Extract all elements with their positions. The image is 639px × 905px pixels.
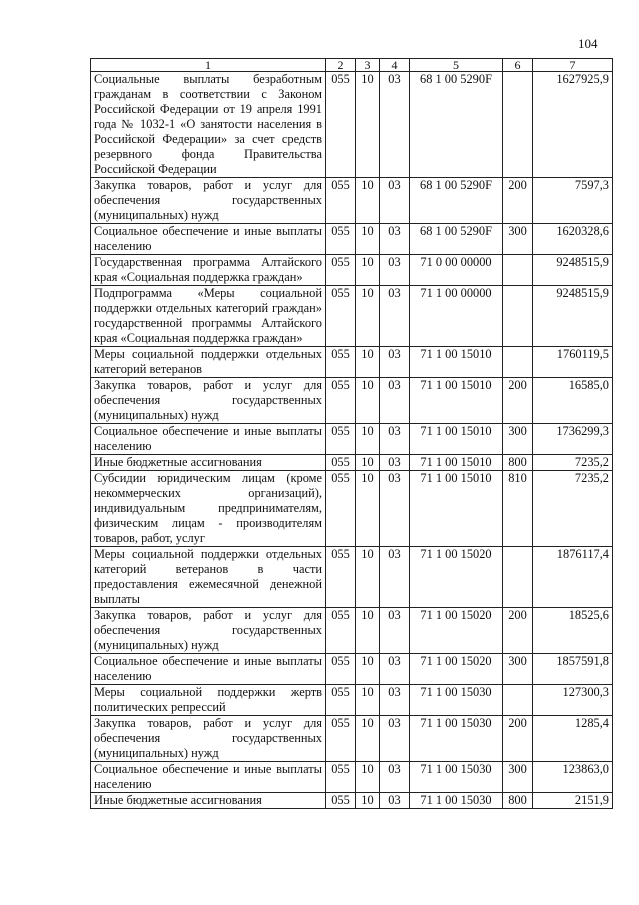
table-row xyxy=(91,455,613,471)
row-expense-type: 300 xyxy=(503,424,533,455)
table-row xyxy=(91,716,613,762)
row-expense-type: 200 xyxy=(503,608,533,654)
row-expense-type xyxy=(503,347,533,378)
row-subsection: 03 xyxy=(380,286,410,347)
row-subsection: 03 xyxy=(380,255,410,286)
row-amount: 16585,0 xyxy=(533,378,613,424)
row-name: Иные бюджетные ассигнования xyxy=(91,455,326,471)
row-expense-type: 300 xyxy=(503,224,533,255)
row-section: 10 xyxy=(356,793,380,809)
row-name: Социальное обеспечение и иные выплаты населению xyxy=(91,762,326,793)
row-section: 10 xyxy=(356,471,380,547)
row-section: 10 xyxy=(356,654,380,685)
row-name: Закупка товаров, работ и услуг для обеспечения государственных (муниципальных) нужд xyxy=(91,378,326,424)
row-admin-code: 055 xyxy=(326,547,356,608)
table-row xyxy=(91,286,613,347)
row-expense-type xyxy=(503,685,533,716)
row-amount: 1627925,9 xyxy=(533,72,613,178)
row-subsection: 03 xyxy=(380,471,410,547)
table-row xyxy=(91,424,613,455)
header-col-4: 4 xyxy=(380,59,410,72)
row-target-article: 71 1 00 15020 xyxy=(410,654,503,685)
row-expense-type: 300 xyxy=(503,654,533,685)
row-admin-code: 055 xyxy=(326,72,356,178)
table-row xyxy=(91,347,613,378)
row-section: 10 xyxy=(356,178,380,224)
row-amount: 1857591,8 xyxy=(533,654,613,685)
row-admin-code: 055 xyxy=(326,255,356,286)
row-admin-code: 055 xyxy=(326,224,356,255)
row-subsection: 03 xyxy=(380,793,410,809)
table-row xyxy=(91,224,613,255)
row-name: Социальные выплаты безработным гражданам в соответствии с Законом Российской Федерации от 19 апреля 1991 года № 1032-1 «О занятости населения в Российской Федерации» за счет средств резервного фонда Правительства Российской Федерации xyxy=(91,72,326,178)
row-target-article: 71 1 00 15030 xyxy=(410,762,503,793)
row-amount: 7597,3 xyxy=(533,178,613,224)
row-subsection: 03 xyxy=(380,455,410,471)
header-col-5: 5 xyxy=(410,59,503,72)
row-admin-code: 055 xyxy=(326,378,356,424)
row-amount: 18525,6 xyxy=(533,608,613,654)
row-amount: 1620328,6 xyxy=(533,224,613,255)
row-admin-code: 055 xyxy=(326,685,356,716)
row-target-article: 71 1 00 15010 xyxy=(410,378,503,424)
page-number: 104 xyxy=(578,36,598,51)
row-section: 10 xyxy=(356,424,380,455)
row-expense-type: 200 xyxy=(503,178,533,224)
row-target-article: 71 1 00 15020 xyxy=(410,547,503,608)
row-admin-code: 055 xyxy=(326,793,356,809)
table-row xyxy=(91,255,613,286)
row-amount: 1760119,5 xyxy=(533,347,613,378)
row-target-article: 71 1 00 15010 xyxy=(410,471,503,547)
row-name: Социальное обеспечение и иные выплаты населению xyxy=(91,224,326,255)
row-amount: 1736299,3 xyxy=(533,424,613,455)
row-target-article: 71 1 00 15010 xyxy=(410,424,503,455)
row-target-article: 71 1 00 15030 xyxy=(410,716,503,762)
row-name: Меры социальной поддержки жертв политических репрессий xyxy=(91,685,326,716)
header-col-2: 2 xyxy=(326,59,356,72)
row-name: Подпрограмма «Меры социальной поддержки отдельных категорий граждан» государственной программы Алтайского края «Социальная поддержка граждан» xyxy=(91,286,326,347)
row-target-article: 71 1 00 15010 xyxy=(410,455,503,471)
row-target-article: 71 1 00 15010 xyxy=(410,347,503,378)
row-subsection: 03 xyxy=(380,762,410,793)
table-header-row xyxy=(91,59,613,72)
table-row xyxy=(91,178,613,224)
row-expense-type: 200 xyxy=(503,378,533,424)
row-target-article: 71 1 00 00000 xyxy=(410,286,503,347)
row-admin-code: 055 xyxy=(326,347,356,378)
row-expense-type: 300 xyxy=(503,762,533,793)
row-admin-code: 055 xyxy=(326,762,356,793)
table-row xyxy=(91,654,613,685)
row-admin-code: 055 xyxy=(326,178,356,224)
row-amount: 2151,9 xyxy=(533,793,613,809)
row-name: Социальное обеспечение и иные выплаты населению xyxy=(91,424,326,455)
row-name: Субсидии юридическим лицам (кроме некоммерческих организаций), индивидуальным предпринимателям, физическим лицам - производителям товаров, работ, услуг xyxy=(91,471,326,547)
row-amount: 9248515,9 xyxy=(533,286,613,347)
row-admin-code: 055 xyxy=(326,286,356,347)
row-section: 10 xyxy=(356,347,380,378)
row-amount: 1285,4 xyxy=(533,716,613,762)
row-target-article: 68 1 00 5290F xyxy=(410,224,503,255)
row-target-article: 71 1 00 15030 xyxy=(410,685,503,716)
row-subsection: 03 xyxy=(380,424,410,455)
budget-table xyxy=(90,58,613,809)
row-section: 10 xyxy=(356,455,380,471)
row-subsection: 03 xyxy=(380,224,410,255)
row-amount: 127300,3 xyxy=(533,685,613,716)
table-row xyxy=(91,72,613,178)
row-expense-type: 200 xyxy=(503,716,533,762)
row-admin-code: 055 xyxy=(326,716,356,762)
row-section: 10 xyxy=(356,286,380,347)
table-row xyxy=(91,608,613,654)
row-section: 10 xyxy=(356,378,380,424)
row-admin-code: 055 xyxy=(326,654,356,685)
header-col-7: 7 xyxy=(533,59,613,72)
row-expense-type: 810 xyxy=(503,471,533,547)
row-amount: 9248515,9 xyxy=(533,255,613,286)
row-admin-code: 055 xyxy=(326,455,356,471)
row-subsection: 03 xyxy=(380,685,410,716)
row-expense-type xyxy=(503,286,533,347)
row-amount: 1876117,4 xyxy=(533,547,613,608)
row-subsection: 03 xyxy=(380,72,410,178)
row-section: 10 xyxy=(356,762,380,793)
row-section: 10 xyxy=(356,547,380,608)
row-subsection: 03 xyxy=(380,608,410,654)
row-expense-type xyxy=(503,255,533,286)
row-section: 10 xyxy=(356,685,380,716)
header-col-1: 1 xyxy=(91,59,326,72)
row-section: 10 xyxy=(356,72,380,178)
row-subsection: 03 xyxy=(380,378,410,424)
row-admin-code: 055 xyxy=(326,471,356,547)
header-col-3: 3 xyxy=(356,59,380,72)
row-admin-code: 055 xyxy=(326,424,356,455)
row-name: Закупка товаров, работ и услуг для обеспечения государственных (муниципальных) нужд xyxy=(91,608,326,654)
table-row xyxy=(91,547,613,608)
row-name: Закупка товаров, работ и услуг для обеспечения государственных (муниципальных) нужд xyxy=(91,178,326,224)
row-amount: 7235,2 xyxy=(533,455,613,471)
table-row xyxy=(91,762,613,793)
row-expense-type xyxy=(503,547,533,608)
table-body xyxy=(91,72,613,809)
row-amount: 7235,2 xyxy=(533,471,613,547)
row-name: Закупка товаров, работ и услуг для обеспечения государственных (муниципальных) нужд xyxy=(91,716,326,762)
row-target-article: 71 1 00 15020 xyxy=(410,608,503,654)
row-subsection: 03 xyxy=(380,347,410,378)
table-row xyxy=(91,685,613,716)
row-target-article: 71 1 00 15030 xyxy=(410,793,503,809)
row-target-article: 68 1 00 5290F xyxy=(410,72,503,178)
row-subsection: 03 xyxy=(380,547,410,608)
row-subsection: 03 xyxy=(380,716,410,762)
row-name: Социальное обеспечение и иные выплаты населению xyxy=(91,654,326,685)
table-row xyxy=(91,471,613,547)
row-section: 10 xyxy=(356,224,380,255)
row-name: Государственная программа Алтайского края «Социальная поддержка граждан» xyxy=(91,255,326,286)
row-name: Меры социальной поддержки отдельных категорий ветеранов xyxy=(91,347,326,378)
row-amount: 123863,0 xyxy=(533,762,613,793)
row-name: Иные бюджетные ассигнования xyxy=(91,793,326,809)
table-row xyxy=(91,378,613,424)
row-expense-type: 800 xyxy=(503,793,533,809)
row-section: 10 xyxy=(356,716,380,762)
row-name: Меры социальной поддержки отдельных категорий ветеранов в части предоставления ежемесячной денежной выплаты xyxy=(91,547,326,608)
row-section: 10 xyxy=(356,608,380,654)
row-expense-type xyxy=(503,72,533,178)
row-expense-type: 800 xyxy=(503,455,533,471)
row-admin-code: 055 xyxy=(326,608,356,654)
row-target-article: 71 0 00 00000 xyxy=(410,255,503,286)
row-target-article: 68 1 00 5290F xyxy=(410,178,503,224)
row-subsection: 03 xyxy=(380,654,410,685)
table-row xyxy=(91,793,613,809)
row-section: 10 xyxy=(356,255,380,286)
row-subsection: 03 xyxy=(380,178,410,224)
header-col-6: 6 xyxy=(503,59,533,72)
